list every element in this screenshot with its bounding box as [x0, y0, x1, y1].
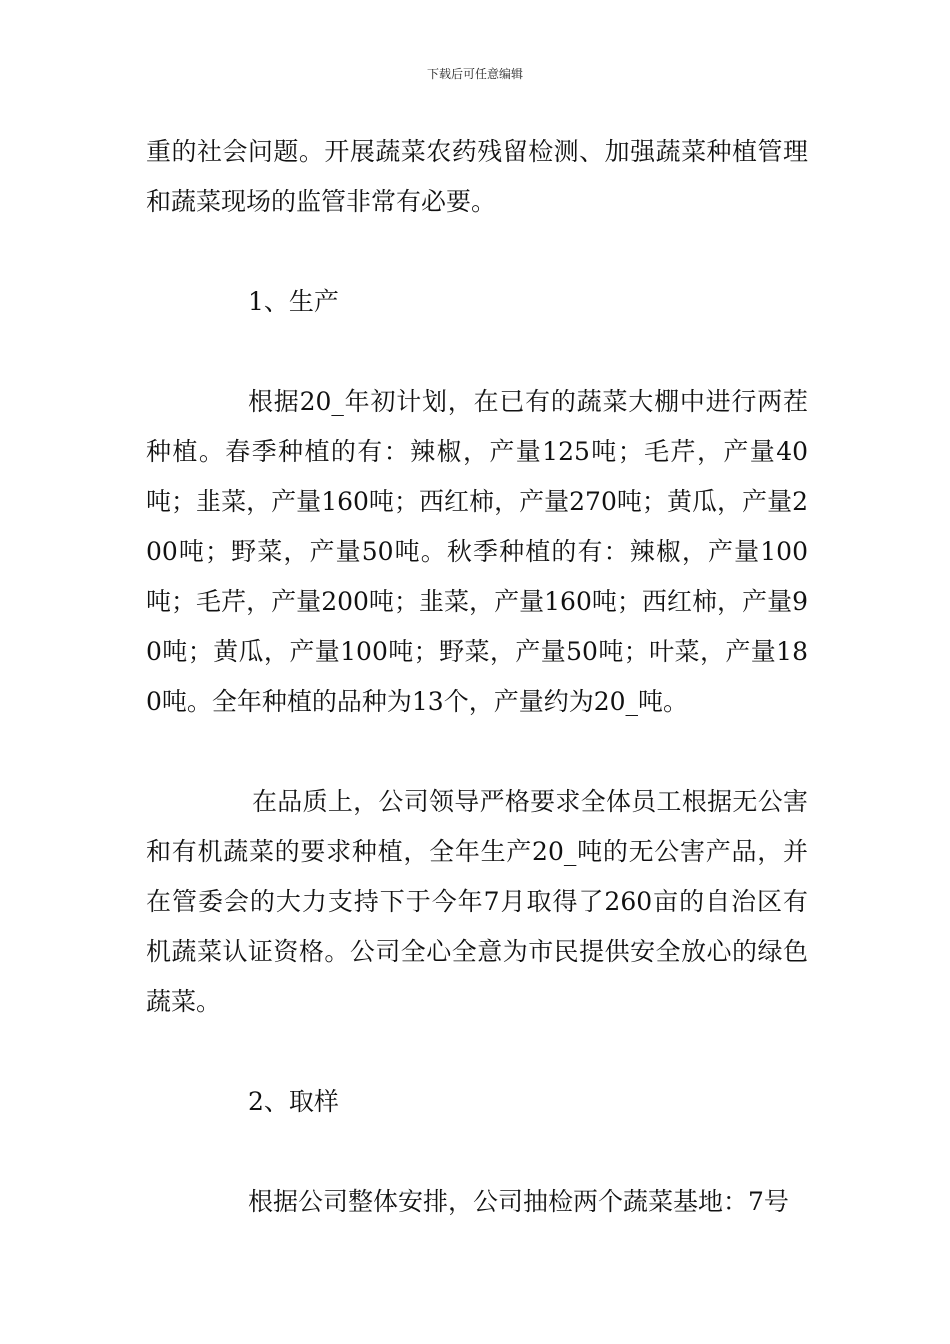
section-heading-sampling: 2、取样 — [248, 1087, 339, 1116]
paragraph-sampling: 根据公司整体安排，公司抽检两个蔬菜基地：7号 — [248, 1187, 789, 1216]
paragraph-planting: 根据20_年初计划，在已有的蔬菜大棚中进行两茬种植。春季种植的有：辣椒，产量125吨；毛芹，产量40吨；韭菜，产量160吨；西红柿，产量270吨；黄瓜，产量200吨；野菜，产量50吨。秋季种植的有：辣椒，产量100吨；毛芹，产量200吨；韭菜，产量160吨；西红柿，产量90吨；黄瓜，产量100吨；野菜，产量50吨；叶菜，产量180吨。全年种植的品种为13个，产量约为20_吨。 — [146, 387, 808, 716]
document-body — [146, 127, 808, 1277]
paragraph-intro: 重的社会问题。开展蔬菜农药残留检测、加强蔬菜种植管理和蔬菜现场的监管非常有必要。 — [146, 137, 808, 216]
paragraph-quality: 在品质上，公司领导严格要求全体员工根据无公害和有机蔬菜的要求种植，全年生产20_吨的无公害产品，并在管委会的大力支持下于今年7月取得了260亩的自治区有机蔬菜认证资格。公司全心全意为市民提供安全放心的绿色蔬菜。 — [146, 787, 808, 1016]
page-header-note: 下载后可任意编辑 — [426, 67, 523, 81]
section-heading-production: 1、生产 — [248, 287, 339, 316]
